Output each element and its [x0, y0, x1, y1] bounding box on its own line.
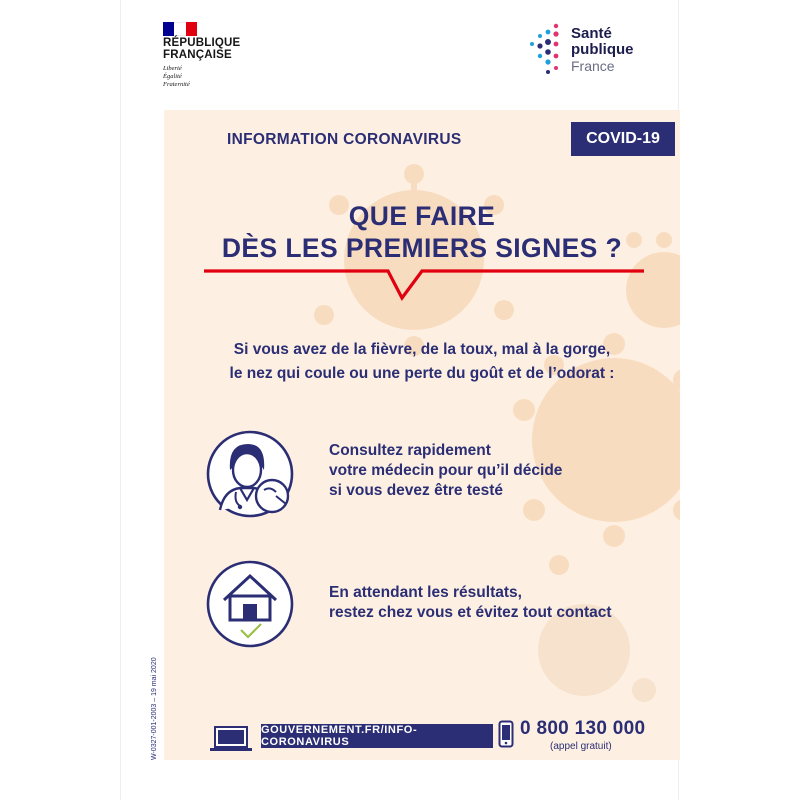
consult-line1: Consultez rapidement — [329, 442, 491, 459]
agency-name-line3: France — [571, 58, 615, 74]
intro-line2: le nez qui coule ou une perte du goût et de l’odorat : — [229, 365, 615, 382]
poster-footer — [164, 716, 680, 760]
home-icon — [206, 560, 294, 648]
consult-line3: si vous devez être testé — [329, 482, 504, 499]
sante-publique-dots-icon — [526, 22, 570, 92]
poster-sheet — [120, 0, 679, 800]
stay-home-line2: restez chez vous et évitez tout contact — [329, 604, 612, 621]
symptoms-intro — [164, 338, 680, 386]
poster-header — [121, 0, 680, 108]
poster-body — [164, 110, 680, 760]
republique-francaise-logo — [163, 20, 273, 100]
agency-name-line1: Santé — [571, 25, 612, 42]
stay-home-line1: En attendant les résultats, — [329, 584, 522, 601]
topic-label: INFORMATION CORONAVIRUS — [227, 131, 462, 148]
intro-line1: Si vous avez de la fièvre, de la toux, mal à la gorge, — [233, 341, 611, 358]
document-reference: W-0327-001-2003 – 19 mai 2020 — [151, 657, 158, 760]
hotline-number[interactable]: 0 800 130 000 — [520, 718, 646, 739]
french-flag-icon — [163, 22, 197, 36]
hotline-note: (appel gratuit) — [550, 741, 612, 752]
info-website-link[interactable]: GOUVERNEMENT.FR/INFO-CORONAVIRUS — [261, 724, 493, 748]
agency-name-line2: publique — [571, 41, 634, 58]
consult-line2: votre médecin pour qu’il décide — [329, 462, 563, 479]
headline-line1: QUE FAIRE — [348, 201, 496, 231]
speech-bubble-underline — [204, 268, 644, 302]
laptop-icon — [209, 724, 253, 754]
consult-doctor-text — [329, 441, 562, 501]
republic-name: RÉPUBLIQUE FRANÇAISE — [163, 37, 241, 61]
republic-motto: Liberté Égalité Fraternité — [163, 65, 190, 88]
covid-badge: COVID-19 — [571, 122, 675, 156]
headline — [164, 200, 680, 264]
headline-line2: DÈS LES PREMIERS SIGNES ? — [221, 233, 623, 263]
sante-publique-france-logo — [526, 22, 656, 92]
doctor-icon — [206, 430, 294, 518]
stay-home-text — [329, 583, 612, 623]
phone-icon — [498, 720, 514, 748]
